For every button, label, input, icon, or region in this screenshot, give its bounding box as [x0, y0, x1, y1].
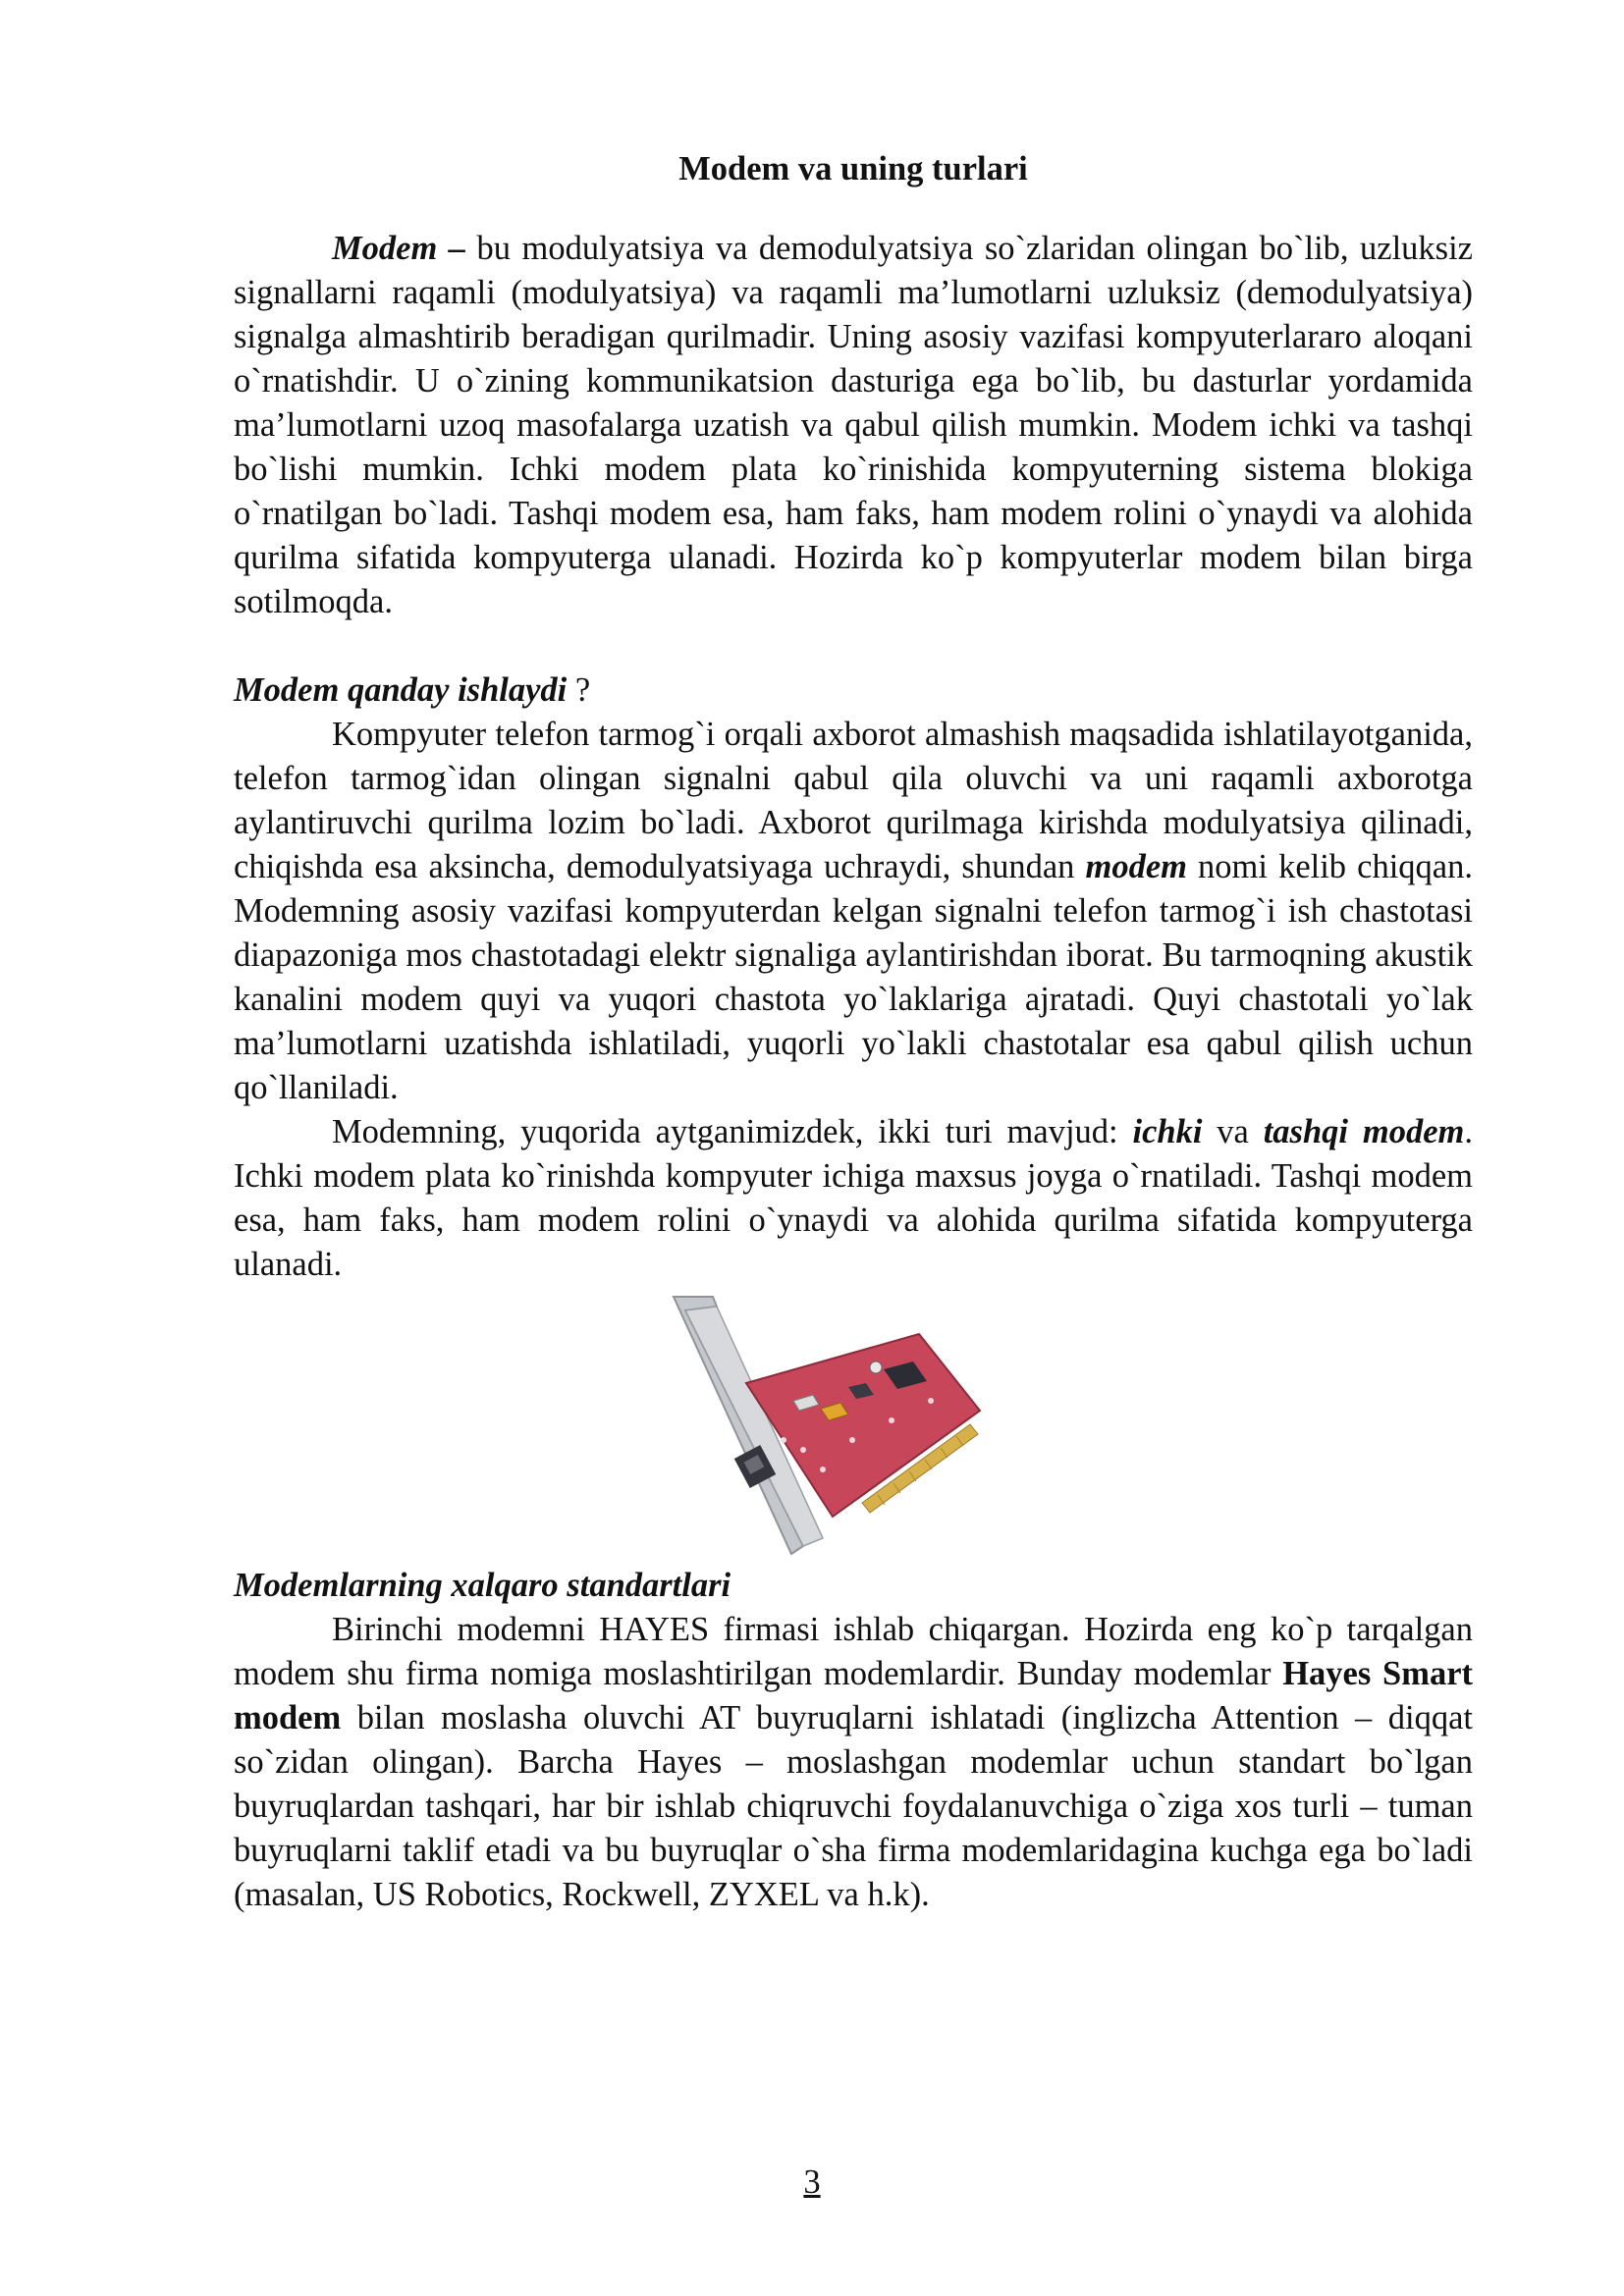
internal-term: ichki	[1132, 1113, 1203, 1150]
text-run: Birinchi modemni HAYES firmasi ishlab chiqargan. Hozirda eng ko`p tarqalgan modem shu firma nomiga moslashtirilgan modemlardir. Bunday modemlar	[234, 1611, 1473, 1692]
hayes-term: Hayes Smart modem	[234, 1655, 1473, 1736]
text-run: bilan moslasha oluvchi AT buyruqlarni ishlatadi (inglizcha Attention – diqqat so`zidan olingan). Barcha Hayes – moslashgan modemlar uchun standart bo`lgan buyruqlardan tashqari, har bir ishlab chiqruvchi foydalanuvchiga o`ziga xos turli – tuman buyruqlarni taklif etadi va bu buyruqlar o`sha firma modemlaridagina kuchga ega bo`ladi (masalan, US Robotics, Rockwell, ZYXEL va h.k).	[234, 1699, 1473, 1913]
document-page	[234, 147, 1473, 1917]
text-run: . Ichki modem plata ko`rinishda kompyuter ichiga maxsus joyga o`rnatiladi. Tashqi modem esa, ham faks, ham modem rolini o`ynaydi va alohida qurilma sifatida kompyuterga ulanadi.	[234, 1113, 1473, 1283]
spacer	[234, 624, 1473, 668]
external-term: tashqi modem	[1263, 1113, 1465, 1150]
page-number: 3	[803, 2163, 821, 2201]
text-run: Modemning, yuqorida aytganimizdek, ikki turi mavjud:	[332, 1113, 1133, 1150]
heading-text: Modem qanday ishlaydi	[234, 671, 568, 709]
text-run: va	[1202, 1113, 1264, 1150]
section-heading-standards	[234, 1564, 1473, 1608]
modem-figure	[234, 1293, 1473, 1562]
modem-types-paragraph	[234, 1110, 1473, 1287]
standards-heading-text: Modemlarning xalqaro standartlari	[234, 1567, 731, 1604]
page-title: Modem va uning turlari	[678, 150, 1028, 187]
intro-text: bu modulyatsiya va demodulyatsiya so`zlaridan olingan bo`lib, uzluksiz signallarni raqamli (modulyatsiya) va raqamli ma’lumotlarni uzluksiz (demodulyatsiya) signalga almashtirib beradigan qurilmadir. Uning asosiy vazifasi kompyuterlararo aloqani o`rnatishdir. U o`zining kommunikatsion dasturiga ega bo`lib, bu dasturlar yordamida ma’lumotlarni uzoq masofalarga uzatish va qabul qilish mumkin. Modem ichki va tashqi bo`lishi mumkin. Ichki modem plata ko`rinishida kompyuterning sistema blokiga o`rnatilgan bo`ladi. Tashqi modem esa, ham faks, ham modem rolini o`ynaydi va alohida qurilma sifatida kompyuterga ulanadi. Hozirda ko`p kompyuterlar modem bilan birga sotilmoqda.	[234, 230, 1473, 620]
section-heading-how-it-works	[234, 668, 1473, 713]
modem-term-inline: modem	[1085, 848, 1187, 885]
internal-modem-card-image	[656, 1293, 1029, 1562]
standards-paragraph	[234, 1608, 1473, 1917]
intro-paragraph	[234, 227, 1473, 624]
text-run: nomi kelib chiqqan. Modemning asosiy vazifasi kompyuterdan kelgan signalni telefon tarmog`i ish chastotasi diapazoniga mos chastotadagi elektr signaliga aylantirishdan iborat. Bu tarmoqning akustik kanalini modem quyi va yuqori chastota yo`laklariga ajratadi. Quyi chastotali yo`lak ma’lumotlarni uzatishda ishlatiladi, yuqorli yo`lakli chastotalar esa qabul qilish uchun qo`llaniladi.	[234, 848, 1473, 1106]
text-run: Kompyuter telefon tarmog`i orqali axborot almashish maqsadida ishlatilayotganida, telefon tarmog`idan olingan signalni qabul qila oluvchi va uni raqamli axborotga aylantiruvchi qurilma lozim bo`ladi. Axborot qurilmaga kirishda modulyatsiya qilinadi, chiqishda esa aksincha, demodulyatsiyaga uchraydi, shundan	[234, 716, 1473, 885]
heading-suffix: ?	[567, 671, 591, 709]
how-it-works-paragraph	[234, 713, 1473, 1110]
modem-term: Modem –	[332, 230, 466, 267]
